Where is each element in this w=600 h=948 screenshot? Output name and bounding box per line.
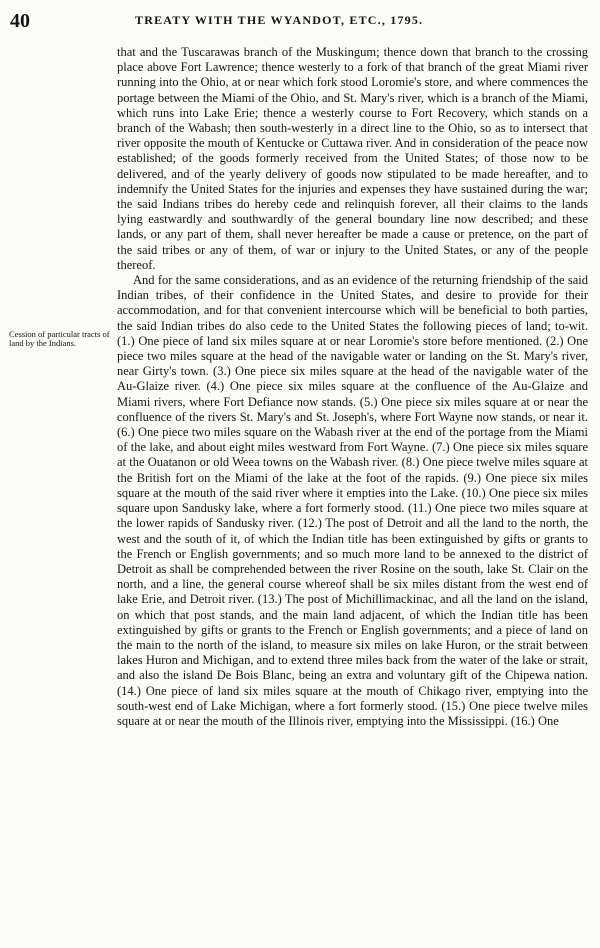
running-head: TREATY WITH THE WYANDOT, ETC., 1795. (135, 13, 424, 27)
paragraph: that and the Tuscarawas branch of the Muskingum; thence down that branch to the crossing place above Fort Lawrence; thence westerly to a fork of that branch of the great Miami river running into the Ohio, at or near which fork stood Loromie's store, and where commences the portage between the Miami of the Ohio, and St. Mary's river, which is a branch of the Miami, which runs into Lake Erie; thence a westerly course to Fort Recovery, which stands on a branch of the Wabash; then south-westerly in a direct line to the Ohio, so as to intersect that river opposite the mouth of Kentucke or Cuttawa river. And in consideration of the peace now established; of the goods formerly received from the United States; of those now to be delivered, and of the yearly delivery of goods now stipulated to be made hereafter, and to indemnify the United States for the injuries and expenses they have sustained during the war; the said Indians tribes do hereby cede and relinquish forever, all their claims to the lands lying eastwardly and southwardly of the general boundary line now described; and these lands, or any part of them, shall never hereafter be made a cause or pretence, on the part of the said tribes or any of them, of war or injury to the United States, or any of the people thereof. (117, 45, 588, 272)
margin-note: Cession of particular tracts of land by the Indians. (9, 329, 110, 348)
paragraph: And for the same considerations, and as an evidence of the returning friendship of the said Indian tribes, of their confidence in the United States, and desire to provide for their accommodation, and for that convenient intercourse which will be beneficial to both parties, the said Indian tribes do also cede to the United States the following pieces of land; to-wit. (1.) One piece of land six miles square at or near Loromie's store before mentioned. (2.) One piece two miles square at the head of the navigable water or landing on the St. Mary's river, near Girty's town. (3.) One piece six miles square at the head of the navigable water of the Au-Glaize river. (4.) One piece six miles square at the confluence of the Au-Glaize and Miami rivers, where Fort Defiance now stands. (5.) One piece six miles square at or near the confluence of the rivers St. Mary's and St. Joseph's, where Fort Wayne now stands, or near it. (6.) One piece two miles square on the Wabash river at the end of the portage from the Miami of the lake, and about eight miles westward from Fort Wayne. (7.) One piece six miles square at the Ouatanon or old Weea towns on the Wabash river. (8.) One piece twelve miles square at the British fort on the Miami of the lake at the foot of the rapids. (9.) One piece six miles square at the mouth of the said river where it empties into the Lake. (10.) One piece six miles square upon Sandusky lake, where a fort formerly stood. (11.) One piece two miles square at the lower rapids of Sandusky river. (12.) The post of Detroit and all the land to the north, the west and the south of it, of which the Indian title has been extinguished by gifts or grants to the French or English governments; and so much more land to be annexed to the district of Detroit as shall be comprehended between the river Rosine on the south, lake St. Clair on the north, and a line, the general course whereof shall be six miles distant from the west end of lake Erie, and Detroit river. (13.) The post of Michillimackinac, and all the land on the island, on which that post stands, and the main land adjacent, of which the Indian title has been extinguished by gifts or grants to the French or English governments; and a piece of land on the main to the north of the island, to measure six miles on lake Huron, or the strait between lakes Huron and Michigan, and to extend three miles back from the water of the lake or strait, and also the island De Bois Blanc, being an extra and voluntary gift of the Chipewa nation. (14.) One piece of land six miles square at the mouth of Chikago river, emptying into the south-west end of Lake Michigan, where a fort formerly stood. (15.) One piece twelve miles square at or near the mouth of the Illinois river, emptying into the Mississippi. (16.) One (117, 273, 588, 728)
page-number: 40 (10, 10, 30, 32)
body-text (117, 45, 588, 729)
